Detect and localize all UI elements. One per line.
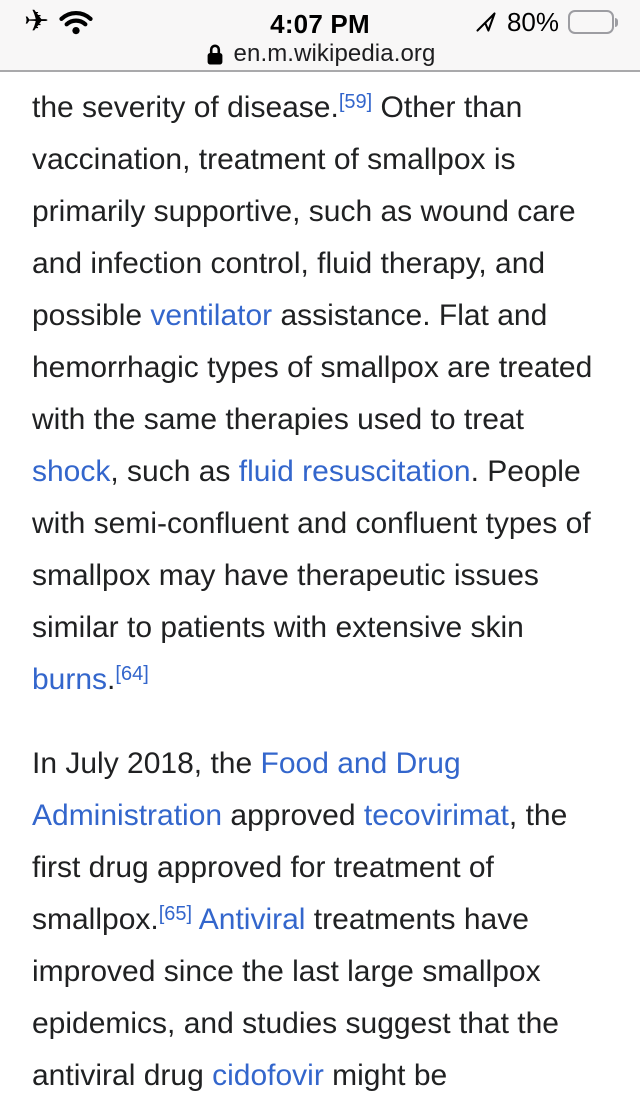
body-text: the severity of disease. (32, 91, 339, 124)
wiki-link[interactable]: tecovirimat (363, 799, 509, 832)
status-bar-right (474, 7, 618, 37)
body-text: might be (323, 1059, 448, 1092)
wiki-link[interactable]: shock (32, 455, 111, 488)
body-text: treatments have improved since the last large smallpox epidemics, and studies suggest that the antiviral drug (32, 903, 559, 1092)
article-body (0, 72, 640, 1102)
body-text: , such as (110, 455, 239, 488)
paragraph (32, 82, 614, 706)
wiki-link[interactable]: burns (32, 663, 108, 696)
reference-link[interactable]: [65] (158, 903, 193, 925)
wiki-link[interactable]: Food and Drug Administration (32, 747, 461, 832)
reference-link[interactable]: [59] (338, 91, 373, 113)
battery-icon (568, 10, 618, 34)
body-text: . People with semi-confluent and confluent types of smallpox may have therapeutic issues similar to patients with extensive skin (32, 455, 591, 644)
battery-percentage-label: 80% (506, 6, 559, 37)
location-arrow-icon (474, 10, 498, 34)
body-text: assistance. Flat and hemorrhagic types of smallpox are treated with the same therapies used to treat (32, 299, 593, 436)
body-text (192, 903, 199, 936)
body-text: In July 2018, the (32, 747, 261, 780)
safari-url-bar[interactable] (0, 38, 640, 70)
status-bar (0, 0, 640, 42)
wiki-link[interactable]: Antiviral (198, 903, 306, 936)
status-bar-clock: 4:07 PM (270, 9, 370, 39)
body-text: , the first drug approved for treatment of smallpox. (32, 799, 568, 936)
wiki-link[interactable]: fluid resuscitation (238, 455, 471, 488)
body-text: approved (222, 799, 364, 832)
browser-chrome (0, 0, 640, 72)
wiki-link[interactable]: ventilator (150, 299, 273, 332)
lock-icon (205, 42, 225, 66)
reference-link[interactable]: [64] (115, 663, 149, 685)
reference-superscript (339, 91, 372, 113)
reference-superscript (159, 903, 192, 925)
body-text: . (107, 663, 116, 696)
paragraph (32, 738, 614, 1102)
wiki-link[interactable]: cidofovir (212, 1059, 324, 1092)
reference-superscript (115, 663, 148, 685)
airplane-mode-icon: ✈ (24, 5, 50, 38)
url-domain-label: en.m.wikipedia.org (233, 40, 436, 67)
body-text: Other than vaccination, treatment of smallpox is primarily supportive, such as wound care and infection control, fluid therapy, and possible (32, 91, 576, 332)
